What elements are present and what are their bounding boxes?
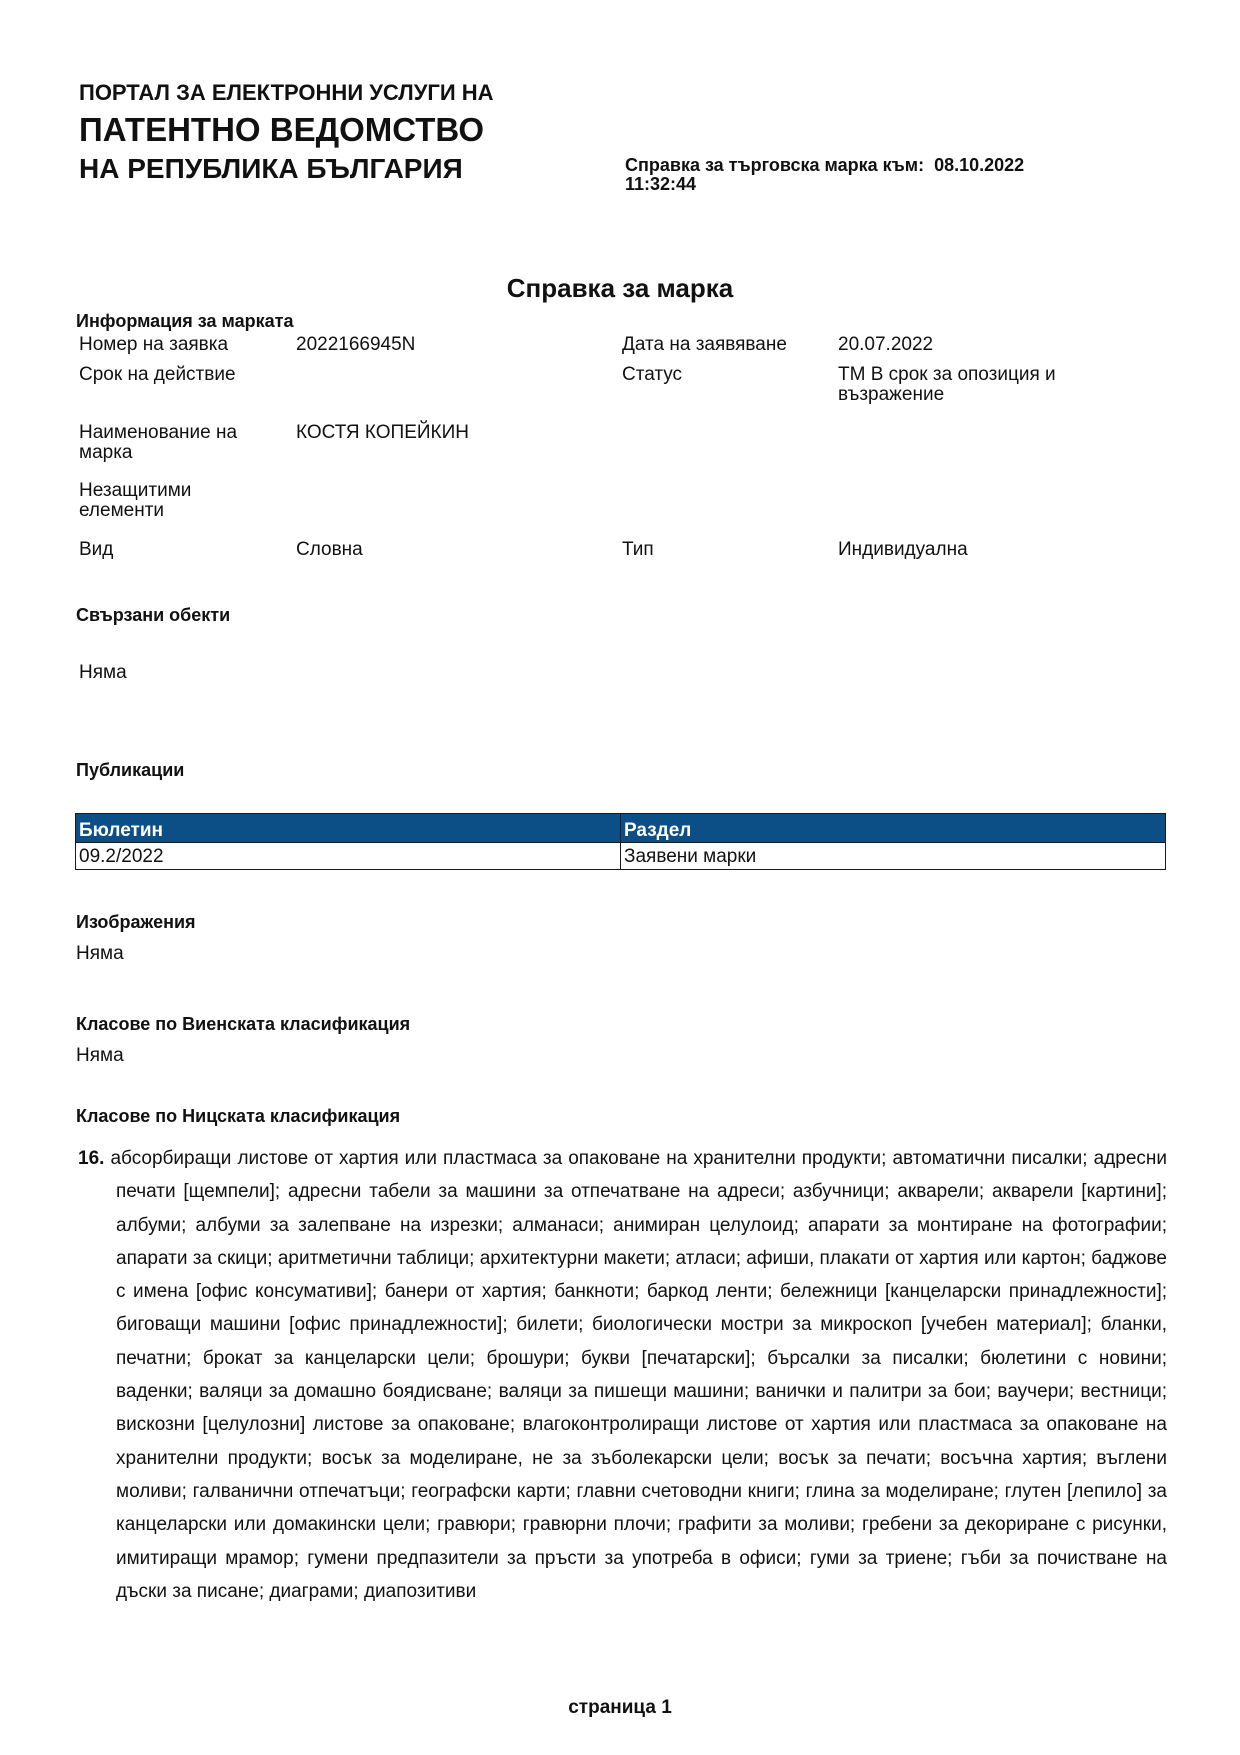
portal-title-line2: ПАТЕНТНО ВЕДОМСТВО	[79, 111, 485, 148]
kind-label: Вид	[79, 539, 114, 560]
status-label: Статус	[622, 364, 683, 385]
related-objects-value: Няма	[79, 662, 127, 683]
column-header-bulletin: Бюлетин	[76, 814, 621, 843]
filing-date-value: 20.07.2022	[838, 334, 934, 355]
nice-goods-list: абсорбиращи листове от хартия или пластмаса за опаковане на хранителни продукти; автоматични писалки; адресни печати [щемпели]; адресни табели за машини за отпечатване на адреси; азбучници; акварели; акварели [картини]; албуми; албуми за залепване на изрезки; алманаси; анимиран целулоид; апарати за монтиране на фотографии; апарати за скици; аритметични таблици; архитектурни макети; атласи; афиши, плакати от хартия или картон; баджове с имена [офис консумативи]; банери от хартия; банкноти; баркод ленти; бележници [канцеларски принадлежности]; биговащи машини [офис принадлежности]; билети; биологически мостри за микроскоп [учебен материал]; бланки, печатни; брокат за канцеларски цели; брошури; букви [печатарски]; бърсалки за писалки; бюлетини с новини; ваденки; валяци за домашно боядисване; валяци за пишещи машини; ванички и палитри за бои; ваучери; вестници; вискозни [целулозни] листове за опаковане; влагоконтролиращи листове от хартия или пластмаса за опаковане на хранителни продукти; восък за моделиране, не за зъболекарски цели; восък за печати; восъчна хартия; въглени моливи; галванични отпечатъци; географски карти; главни счетоводни книги; глина за моделиране; глутен [лепило] за канцеларски или домакински цели; гравюри; гравюрни плочи; графити за моливи; гребени за декориране с рисунки, имитиращи мрамор; гумени предпазители за пръсти за употреба в офиси; гуми за триене; гъби за почистване на дъски за писане; диаграми; диапозитиви	[110, 1148, 1167, 1602]
publications-heading: Публикации	[76, 760, 185, 780]
vienna-heading: Класове по Виенската класификация	[76, 1014, 411, 1034]
nice-class-number: 16.	[78, 1148, 105, 1169]
section-cell: Заявени марки	[621, 843, 1166, 870]
table-row	[76, 843, 1166, 870]
publications-header-row	[76, 814, 1166, 843]
mark-name-value: КОСТЯ КОПЕЙКИН	[296, 422, 469, 443]
report-timestamp	[625, 156, 1145, 194]
kind-value: Словна	[296, 539, 363, 560]
unprotected-elements-label: Незащитими елементи	[79, 480, 192, 521]
related-objects-heading: Свързани обекти	[76, 605, 231, 625]
publications-table	[75, 813, 1166, 870]
report-time: 11:32:44	[625, 174, 697, 194]
report-label: Справка за търговска марка към:	[625, 155, 925, 175]
nice-class-entry	[78, 1142, 1167, 1608]
status-value: ТМ В срок за опозиция и възражение	[838, 364, 1056, 405]
report-date: 08.10.2022	[934, 155, 1025, 175]
app-number-value: 2022166945N	[296, 334, 416, 355]
page-number: страница 1	[568, 1697, 672, 1718]
images-value: Няма	[76, 943, 124, 964]
portal-title-line1: ПОРТАЛ ЗА ЕЛЕКТРОННИ УСЛУГИ НА	[79, 80, 494, 105]
nice-heading: Класове по Ницската класификация	[76, 1106, 401, 1126]
bulletin-cell: 09.2/2022	[76, 843, 621, 870]
images-heading: Изображения	[76, 912, 196, 932]
mark-name-label: Наименование на марка	[79, 422, 238, 463]
mark-info-heading: Информация за марката	[76, 311, 294, 331]
column-header-section: Раздел	[621, 814, 1166, 843]
type-label: Тип	[622, 539, 654, 560]
type-value: Индивидуална	[838, 539, 968, 560]
document-title: Справка за марка	[506, 273, 734, 303]
app-number-label: Номер на заявка	[79, 334, 229, 355]
filing-date-label: Дата на заявяване	[622, 334, 787, 355]
validity-label: Срок на действие	[79, 364, 236, 385]
portal-title-line3: НА РЕПУБЛИКА БЪЛГАРИЯ	[79, 153, 463, 184]
vienna-value: Няма	[76, 1045, 124, 1066]
